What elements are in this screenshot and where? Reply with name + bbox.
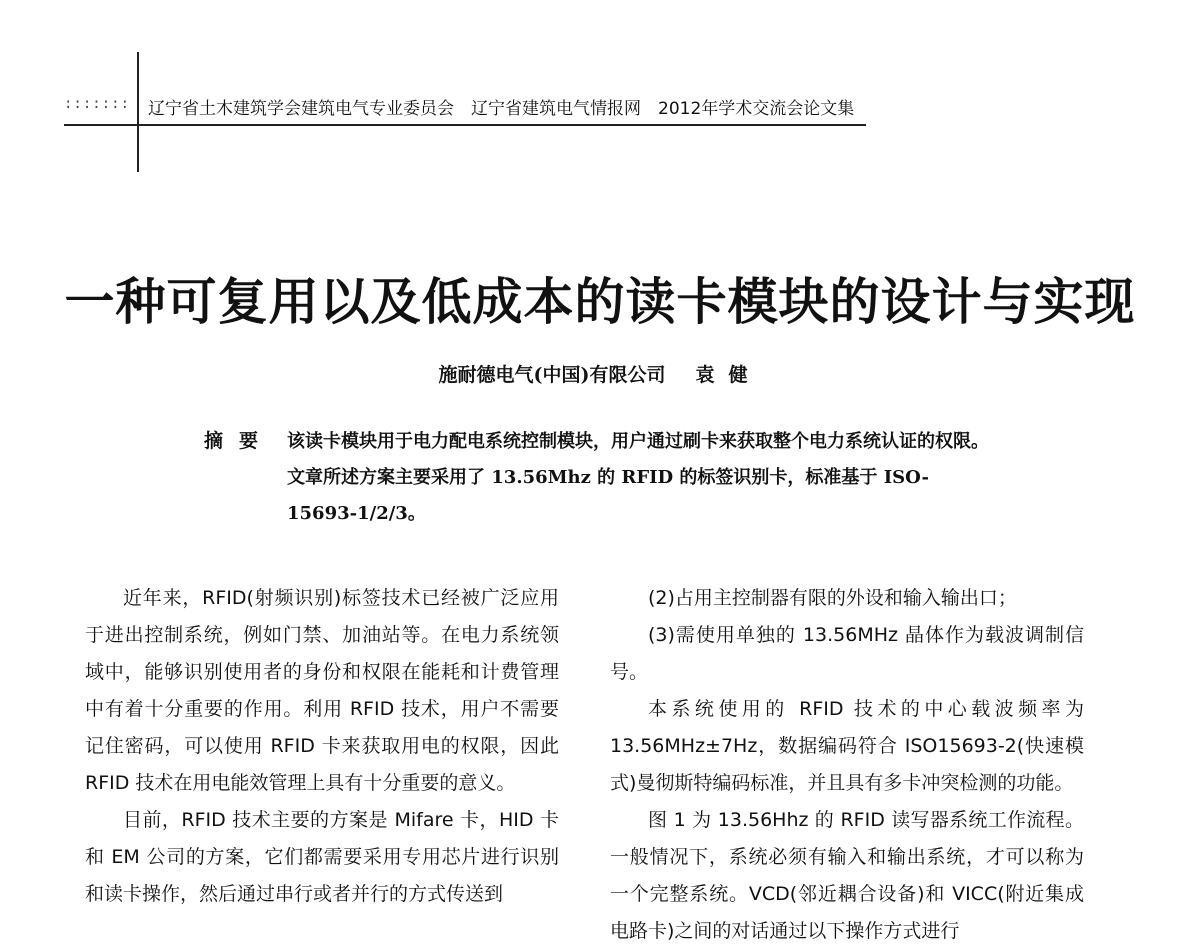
organization: 施耐德电气(中国)有限公司 [438,364,666,386]
paragraph: (3)需使用单独的 13.56MHz 晶体作为载波调制信号。 [610,624,1084,683]
paragraph: 目前，RFID 技术主要的方案是 Mifare 卡，HID 卡和 EM 公司的方案，它们都需要采用专用芯片进行识别和读卡操作，然后通过串行或者并行的方式传送到 [85,809,559,905]
body-column-right [610,580,1084,950]
affiliation-line [0,360,1200,387]
header-vertical-rule [137,52,139,172]
header-underline [64,124,866,126]
abstract-text: 该读卡模块用于电力配电系统控制模块，用户通过刷卡来获取整个电力系统认证的权限。文章所述方案主要采用了 13.56Mhz 的 RFID 的标签识别卡，标准基于 ISO-15693-1/2/3。 [287,431,989,524]
paragraph: 近年来，RFID(射频识别)标签技术已经被广泛应用于进出控制系统，例如门禁、加油站等。在电力系统领域中，能够识别使用者的身份和权限在能耗和计费管理中有着十分重要的作用。利用 RFID 技术，用户不需要记住密码，可以使用 RFID 卡来获取用电的权限，因此 RFID 技术在用电能效管理上具有十分重要的意义。 [85,587,559,794]
header-ornament: ::::::: [64,96,131,112]
paragraph: 图 1 为 13.56Hhz 的 RFID 读写器系统工作流程。一般情况下，系统必须有输入和输出系统，才可以称为一个完整系统。VCD(邻近耦合设备)和 VICC(附近集成电路卡)之间的对话通过以下操作方式进行 [610,809,1084,942]
paragraph: (2)占用主控制器有限的外设和输入输出口； [648,587,1017,609]
abstract-label: 摘要 [204,430,275,452]
author-name: 袁健 [695,364,762,386]
body-column-left [85,580,559,913]
running-header: 辽宁省土木建筑学会建筑电气专业委员会 辽宁省建筑电气情报网 2012年学术交流会论文集 [148,99,855,119]
paragraph: 本系统使用的 RFID 技术的中心载波频率为 13.56MHz±7Hz，数据编码符合 ISO15693-2(快速模式)曼彻斯特编码标准，并且具有多卡冲突检测的功能。 [610,698,1084,794]
paper-title: 一种可复用以及低成本的读卡模块的设计与实现 [64,273,1136,331]
